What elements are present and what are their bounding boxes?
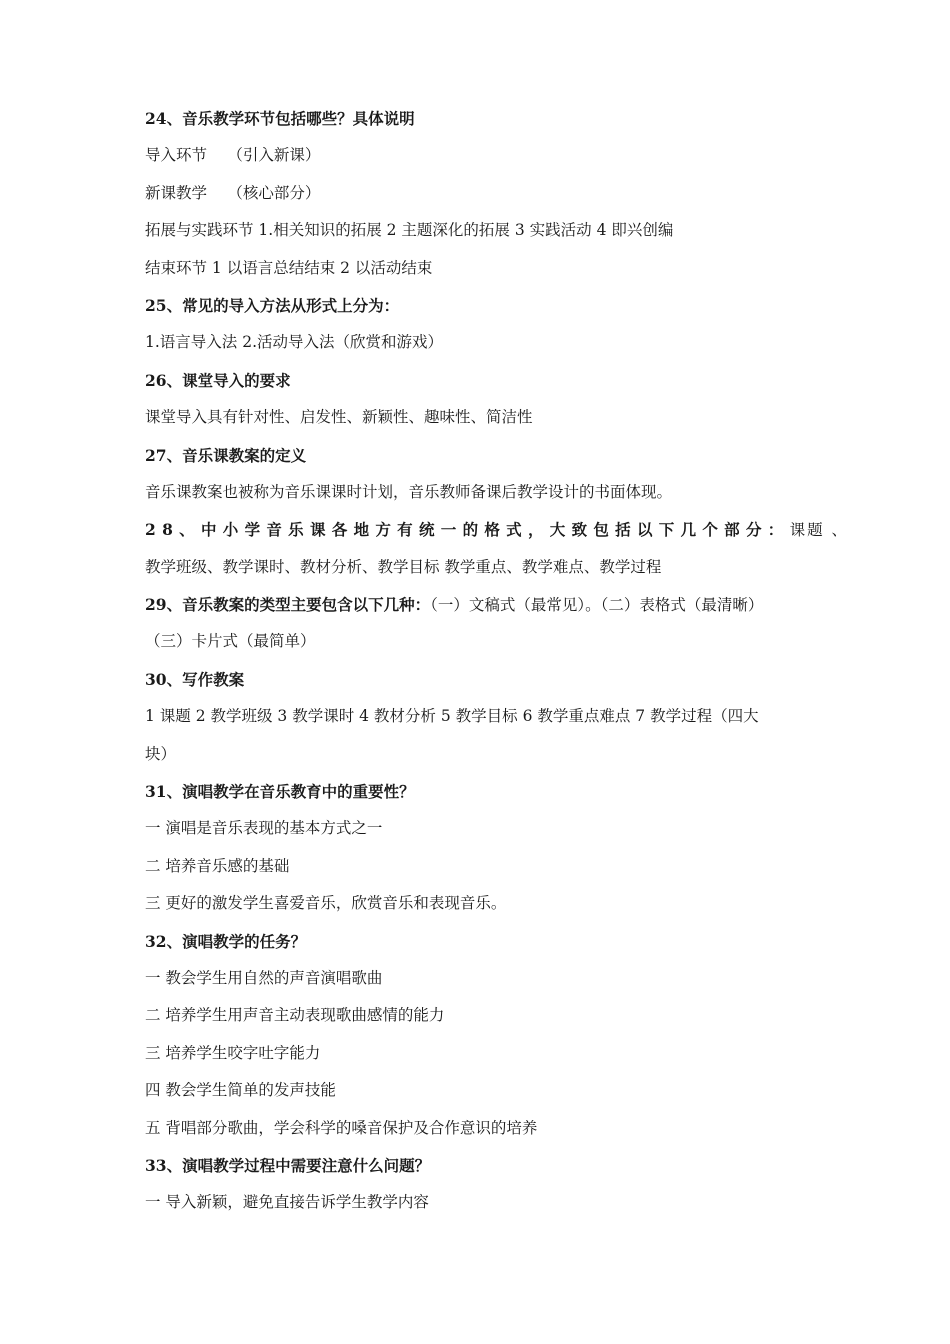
question-24-heading: 24、音乐教学环节包括哪些？具体说明: [145, 109, 415, 128]
answer-line: 1.语言导入法 2.活动导入法（欣赏和游戏）: [145, 333, 444, 352]
answer-line: 五 背唱部分歌曲，学会科学的嗓音保护及合作意识的培养: [145, 1118, 538, 1137]
question-29-text: 29、音乐教案的类型主要包含以下几种：: [145, 595, 431, 615]
answer-line: 一 导入新颖，避免直接告诉学生教学内容: [145, 1193, 429, 1212]
answer-line: 一 演唱是音乐表现的基本方式之一: [145, 819, 383, 838]
answer-line: 拓展与实践环节 1.相关知识的拓展 2 主题深化的拓展 3 实践活动 4 即兴创编: [145, 221, 674, 240]
answer-line: 二 培养音乐感的基础: [145, 856, 290, 875]
question-26-heading: 26、课堂导入的要求: [145, 370, 291, 390]
answer-line: 二 培养学生用声音主动表现歌曲感情的能力: [145, 1006, 445, 1025]
answer-line: 音乐课教案也被称为音乐课课时计划，音乐教师备课后教学设计的书面体现。: [145, 482, 673, 501]
question-33-heading: 33、演唱教学过程中需要注意什么问题？: [145, 1155, 431, 1175]
question-29-heading: [145, 586, 810, 623]
answer-line: 课堂导入具有针对性、启发性、新颖性、趣味性、简洁性: [145, 408, 533, 427]
answer-line: 三 培养学生咬字吐字能力: [145, 1043, 321, 1062]
question-31-heading: 31、演唱教学在音乐教育中的重要性？: [145, 782, 415, 802]
question-25-heading: 25、常见的导入方法从形式上分为：: [145, 295, 400, 315]
question-27-heading: 27、音乐课教案的定义: [145, 445, 307, 465]
question-32-heading: 32、演唱教学的任务？: [145, 931, 307, 951]
question-28-text: 28、中小学音乐课各地方有统一的格式，大致包括以下几个部分：: [145, 520, 790, 540]
question-28-heading: [145, 511, 850, 548]
answer-line: 三 更好的激发学生喜爱音乐，欣赏音乐和表现音乐。: [145, 894, 507, 913]
answer-line: 块）: [145, 744, 177, 763]
question-29-inline-answer: （一）文稿式（最常见）。（二）表格式（最清晰）: [430, 596, 764, 615]
answer-line: （三）卡片式（最简单）: [145, 632, 316, 651]
answer-line: 1 课题 2 教学班级 3 教学课时 4 教材分析 5 教学目标 6 教学重点难点 7 教学过程（四大: [145, 707, 759, 726]
answer-line: 结束环节 1 以语言总结结束 2 以活动结束: [145, 258, 433, 277]
answer-line: 教学班级、教学课时、教材分析、教学目标 教学重点、教学难点、教学过程: [145, 557, 662, 576]
answer-line: 一 教会学生用自然的声音演唱歌曲: [145, 968, 383, 987]
answer-line: 新课教学 （核心部分）: [145, 183, 321, 202]
answer-line: 导入环节 （引入新课）: [145, 146, 321, 165]
question-28-inline-answer: 课题 、: [789, 521, 850, 540]
question-30-heading: 30、写作教案: [145, 669, 245, 689]
document-page: [145, 100, 850, 1222]
answer-line: 四 教会学生简单的发声技能: [145, 1081, 336, 1100]
